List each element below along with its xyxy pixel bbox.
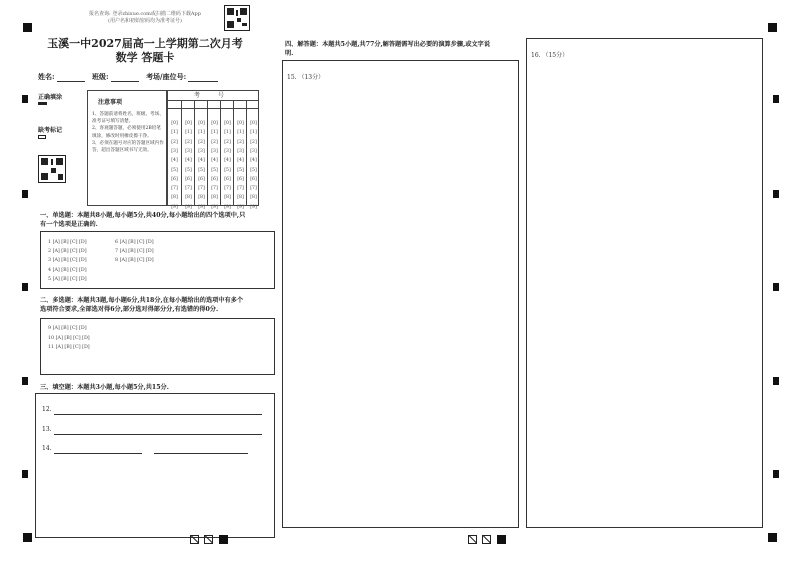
timing-mark [773,377,779,385]
timing-mark [773,470,779,478]
exam-digit-bubble[interactable]: [9] [237,204,244,210]
exam-digit-bubble[interactable]: [6] [224,176,231,182]
page-mark-icon [190,535,199,544]
exam-digit-bubble[interactable]: [4] [211,158,218,164]
choice-row[interactable]: 10 [A] [B] [C] [D] [48,335,90,341]
page-title [40,37,250,65]
q13-answer-line[interactable] [54,434,262,435]
exam-digit-bubble[interactable]: [3] [185,148,192,154]
note-item: 1、答题前请将姓名、班级、考场、准考证号填写清楚。 [92,112,164,125]
choice-row[interactable]: 6 [A] [B] [C] [D] [115,240,154,245]
exam-digit-bubble[interactable]: [0] [250,121,257,126]
exam-digit-bubble[interactable]: [6] [171,176,178,182]
section2-heading-line: 二、多选题：本题共3题,每小题6分,共18分,在每小题给出的选项中有多个 [40,297,244,304]
exam-digit-bubble[interactable]: [9] [198,204,205,210]
exam-number-column [246,100,260,210]
exam-number-column [168,100,181,210]
exam-digit-bubble[interactable]: [2] [237,139,244,145]
q15-answer-box[interactable] [282,60,519,528]
exam-digit-bubble[interactable]: [0] [237,121,244,126]
name-label: 姓名: [38,72,55,81]
exam-digit-bubble[interactable]: [5] [211,167,218,173]
section4-heading-line: 明. [285,50,294,57]
barcode-qr-icon [38,155,66,183]
exam-digit-bubble[interactable]: [7] [250,186,257,192]
exam-digit-bubble[interactable]: [9] [250,204,257,210]
exam-digit-bubble[interactable]: [9] [185,204,192,210]
exam-digit-bubble[interactable]: [5] [237,167,244,173]
exam-digit-bubble[interactable]: [8] [237,195,244,201]
exam-digit-bubble[interactable]: [4] [185,158,192,164]
seat-field[interactable] [188,81,218,82]
exam-digit-bubble[interactable]: [7] [211,186,218,192]
section4-heading [285,40,520,58]
exam-digit-bubble[interactable]: [1] [250,130,257,136]
exam-number-grid [167,90,259,210]
notice-line: 报名查询: 登录zhixue.com或扫描二维码下载App [89,11,201,17]
seat-label: 考场/座位号: [146,72,187,81]
exam-number-heading: 考 号 [168,91,258,101]
exam-digit-bubble[interactable]: [1] [224,130,231,136]
section1-answer-box [40,231,275,289]
exam-digit-bubble[interactable]: [7] [224,186,231,192]
page-mark-icon [219,535,228,544]
corner-mark-top-left [23,23,32,32]
section1-heading-line: 有一个选项是正确的. [40,221,98,228]
section4-heading-line: 四、解答题：本题共5小题,共77分,解答题需写出必要的演算步骤,或文字说 [285,41,491,48]
exam-number-column [233,100,247,210]
choice-row[interactable]: 5 [A] [B] [C] [D] [48,276,87,282]
exam-digit-bubble[interactable]: [8] [224,195,231,201]
exam-digit-bubble[interactable]: [3] [237,148,244,154]
choice-row[interactable]: 11 [A] [B] [C] [D] [48,345,90,350]
correct-fill-sample [38,102,47,105]
exam-digit-bubble[interactable]: [6] [237,176,244,182]
exam-digit-bubble[interactable]: [9] [224,204,231,210]
exam-digit-bubble[interactable]: [4] [224,158,231,164]
exam-digit-bubble[interactable]: [7] [185,186,192,192]
exam-digit-bubble[interactable]: [3] [250,148,257,154]
exam-digit-bubble[interactable]: [2] [211,139,218,145]
exam-digit-bubble[interactable]: [2] [224,139,231,145]
choice-row[interactable]: 1 [A] [B] [C] [D] [48,240,87,245]
title-school: 玉溪一中2027届高一上学期第二次月考 [47,37,243,50]
title-subject: 数学 答题卡 [115,51,175,64]
exam-digit-bubble[interactable]: [3] [198,148,205,154]
corner-mark-top-right [768,23,777,32]
exam-digit-bubble[interactable]: [8] [211,195,218,201]
section1-heading [40,211,280,229]
q16-answer-box[interactable] [526,38,763,528]
exam-digit-bubble[interactable]: [1] [185,130,192,136]
exam-digit-bubble[interactable]: [6] [250,176,257,182]
exam-digit-bubble[interactable]: [4] [198,158,205,164]
section3-heading: 三、填空题：本题共3小题,每小题5分,共15分. [40,384,169,391]
note-item: 3、必须在题号对应的答题区域内作答，超出答题区域书写无效。 [92,140,164,154]
exam-digit-bubble[interactable]: [6] [198,176,205,182]
exam-digit-bubble[interactable]: [2] [185,139,192,145]
page-mark-icon [204,535,213,544]
q16-label: 16. （15分） [531,52,569,59]
timing-mark [22,95,28,103]
timing-mark [773,283,779,291]
exam-digit-bubble[interactable]: [3] [224,148,231,154]
absent-mark-label: 缺考标记 [38,127,63,134]
notice-line: (用户名和初始密码均为准考证号) [108,18,182,24]
choice-row[interactable]: 7 [A] [B] [C] [D] [115,249,154,255]
exam-digit-bubble[interactable]: [5] [224,167,231,173]
exam-digit-bubble[interactable]: [4] [237,158,244,164]
choice-row[interactable]: 3 [A] [B] [C] [D] [48,258,87,264]
name-field[interactable] [57,81,85,82]
note-item: 2、客观题答题，必须使用2B铅笔填涂，修改时用橡皮擦干净。 [92,126,161,139]
exam-digit-bubble[interactable]: [5] [198,167,205,173]
exam-digit-bubble[interactable]: [0] [185,121,192,126]
page-mark-icon [468,535,477,544]
choice-row[interactable]: 4 [A] [B] [C] [D] [48,267,87,273]
section1-heading-line: 一、单选题：本题共8小题,每小题5分,共40分,每小题给出的四个选项中,只 [40,212,246,219]
q14-label: 14. [42,445,52,452]
exam-digit-bubble[interactable]: [5] [185,167,192,173]
exam-digit-bubble[interactable]: [5] [171,167,178,173]
choice-row[interactable]: 9 [A] [B] [C] [D] [48,326,87,331]
corner-mark-bottom-right [768,533,777,542]
corner-mark-bottom-left [23,533,32,542]
qr-code-icon [224,5,250,31]
q13-label: 13. [42,426,52,433]
choice-row[interactable]: 2 [A] [B] [C] [D] [48,249,87,255]
notes-body [92,111,165,154]
timing-mark [22,377,28,385]
exam-number-column [220,100,234,210]
timing-mark [22,283,28,291]
exam-digit-bubble[interactable]: [9] [171,204,178,210]
timing-mark [773,190,779,198]
exam-digit-bubble[interactable]: [1] [211,130,218,136]
q12-answer-line[interactable] [54,414,262,415]
section2-heading [40,296,280,314]
exam-digit-bubble[interactable]: [4] [171,158,178,164]
student-info-row [38,72,258,82]
q15-label: 15. （13分） [287,74,325,81]
exam-digit-bubble[interactable]: [8] [185,195,192,201]
exam-digit-bubble[interactable]: [1] [237,130,244,136]
exam-digit-bubble[interactable]: [1] [198,130,205,136]
section3-answer-box [35,393,275,538]
exam-number-column [207,100,221,210]
notes-heading: 注意事项 [98,99,123,106]
class-field[interactable] [111,81,139,82]
exam-digit-bubble[interactable]: [9] [211,204,218,210]
exam-digit-bubble[interactable]: [3] [171,148,178,154]
exam-number-column [181,100,195,210]
exam-digit-bubble[interactable]: [1] [171,130,178,136]
q12-label: 12. [42,406,52,413]
exam-digit-bubble[interactable]: [4] [250,158,257,164]
timing-mark [773,95,779,103]
timing-mark [22,190,28,198]
exam-digit-bubble[interactable]: [0] [198,121,205,126]
exam-digit-bubble[interactable]: [2] [198,139,205,145]
absent-mark-box[interactable] [38,135,46,139]
section1-col-b [115,238,154,266]
exam-number-column [194,100,208,210]
exam-digit-bubble[interactable]: [7] [171,186,178,192]
exam-digit-bubble[interactable]: [6] [211,176,218,182]
exam-digit-bubble[interactable]: [2] [250,139,257,145]
section2-items [48,324,90,353]
exam-digit-bubble[interactable]: [2] [171,139,178,145]
page-mark-icon [497,535,506,544]
notes-box [87,90,167,206]
timing-mark [22,470,28,478]
exam-digit-bubble[interactable]: [0] [211,121,218,126]
page-mark-icon [482,535,491,544]
exam-digit-bubble[interactable]: [3] [211,148,218,154]
exam-digit-bubble[interactable]: [0] [171,121,178,126]
section2-heading-line: 选项符合要求,全部选对得6分,部分选对得部分分,有选错的得0分. [40,306,219,313]
exam-digit-bubble[interactable]: [8] [198,195,205,201]
exam-digit-bubble[interactable]: [8] [250,195,257,201]
class-label: 班级: [92,72,109,81]
exam-digit-bubble[interactable]: [5] [250,167,257,173]
exam-digit-bubble[interactable]: [7] [198,186,205,192]
exam-digit-bubble[interactable]: [6] [185,176,192,182]
exam-digit-bubble[interactable]: [7] [237,186,244,192]
q14-answer-line-1[interactable] [54,453,142,454]
section2-answer-box [40,318,275,375]
exam-digit-bubble[interactable]: [0] [224,121,231,126]
exam-digit-bubble[interactable]: [8] [171,195,178,201]
choice-row[interactable]: 8 [A] [B] [C] [D] [115,258,154,264]
correct-fill-label: 正确填涂 [38,94,63,101]
section1-col-a [48,238,87,284]
q14-answer-line-2[interactable] [154,453,248,454]
app-notice [80,11,210,25]
